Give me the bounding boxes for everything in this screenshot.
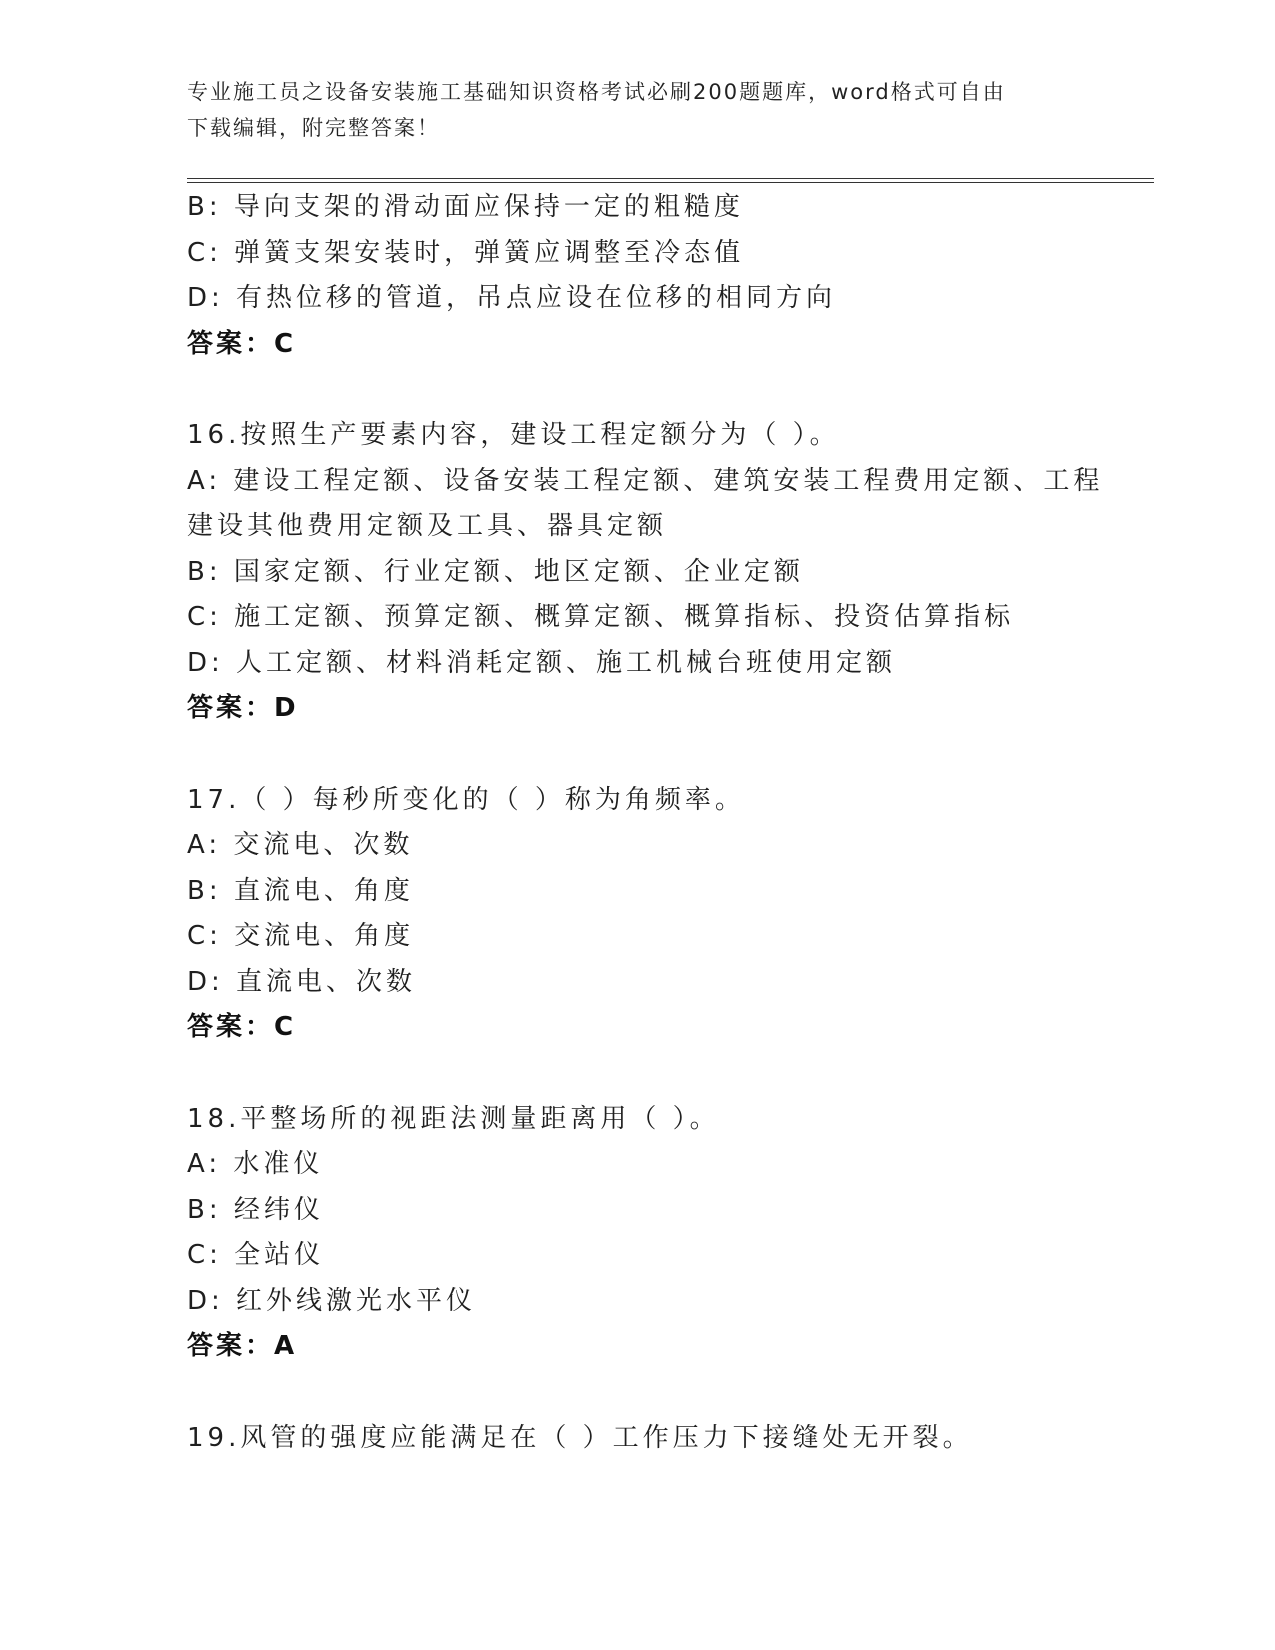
question-16 (187, 413, 1107, 732)
header-double-rule (187, 178, 1154, 183)
answer-line: 答案：C (187, 328, 297, 359)
option-a: A: 交流电、次数 (187, 830, 414, 860)
answer-line: 答案：D (187, 693, 299, 723)
option-d: D: 人工定额、材料消耗定额、施工机械台班使用定额 (187, 647, 897, 678)
option-a-line-2: 建设其他费用定额及工具、器具定额 (187, 511, 668, 541)
question-spacer (187, 1370, 1107, 1416)
answer-line: 答案：C (187, 1012, 297, 1042)
question-text: 17.（ ）每秒所变化的（ ）称为角频率。 (187, 784, 745, 815)
option-b: B: 经纬仪 (187, 1194, 324, 1225)
question-15-tail (187, 185, 1107, 367)
header-title-line-2: 下载编辑，附完整答案！ (187, 116, 440, 140)
answer-line: 答案：A (187, 1331, 298, 1361)
option-a: A: 水准仪 (187, 1149, 324, 1179)
option-c: C: 交流电、角度 (187, 921, 415, 951)
option-b: B: 国家定额、行业定额、地区定额、企业定额 (187, 556, 804, 587)
document-header (187, 74, 1067, 146)
question-18 (187, 1097, 1107, 1370)
header-title-line-1: 专业施工员之设备安装施工基础知识资格考试必刷200题题库，word格式可自由 (187, 80, 1006, 104)
question-text: 19.风管的强度应能满足在（ ）工作压力下接缝处无开裂。 (187, 1422, 973, 1453)
question-list (187, 185, 1107, 1461)
option-d: D: 红外线激光水平仪 (187, 1285, 477, 1316)
question-17 (187, 778, 1107, 1051)
option-c: C: 施工定额、预算定额、概算定额、概算指标、投资估算指标 (187, 602, 1015, 632)
option-a-line-1: A: 建设工程定额、设备安装工程定额、建筑安装工程费用定额、工程 (187, 465, 1104, 496)
question-spacer (187, 732, 1107, 778)
question-text: 16.按照生产要素内容，建设工程定额分为（ ）。 (187, 420, 840, 450)
question-spacer (187, 1051, 1107, 1097)
option-b: B: 直流电、角度 (187, 875, 414, 906)
option-c: C: 全站仪 (187, 1240, 325, 1270)
question-19 (187, 1416, 1107, 1462)
question-spacer (187, 367, 1107, 413)
option-d: D: 直流电、次数 (187, 966, 417, 997)
question-text: 18.平整场所的视距法测量距离用（ ）。 (187, 1103, 720, 1134)
option-b: B: 导向支架的滑动面应保持一定的粗糙度 (187, 192, 744, 222)
option-d: D: 有热位移的管道，吊点应设在位移的相同方向 (187, 283, 837, 313)
option-c: C: 弹簧支架安装时，弹簧应调整至冷态值 (187, 237, 745, 268)
